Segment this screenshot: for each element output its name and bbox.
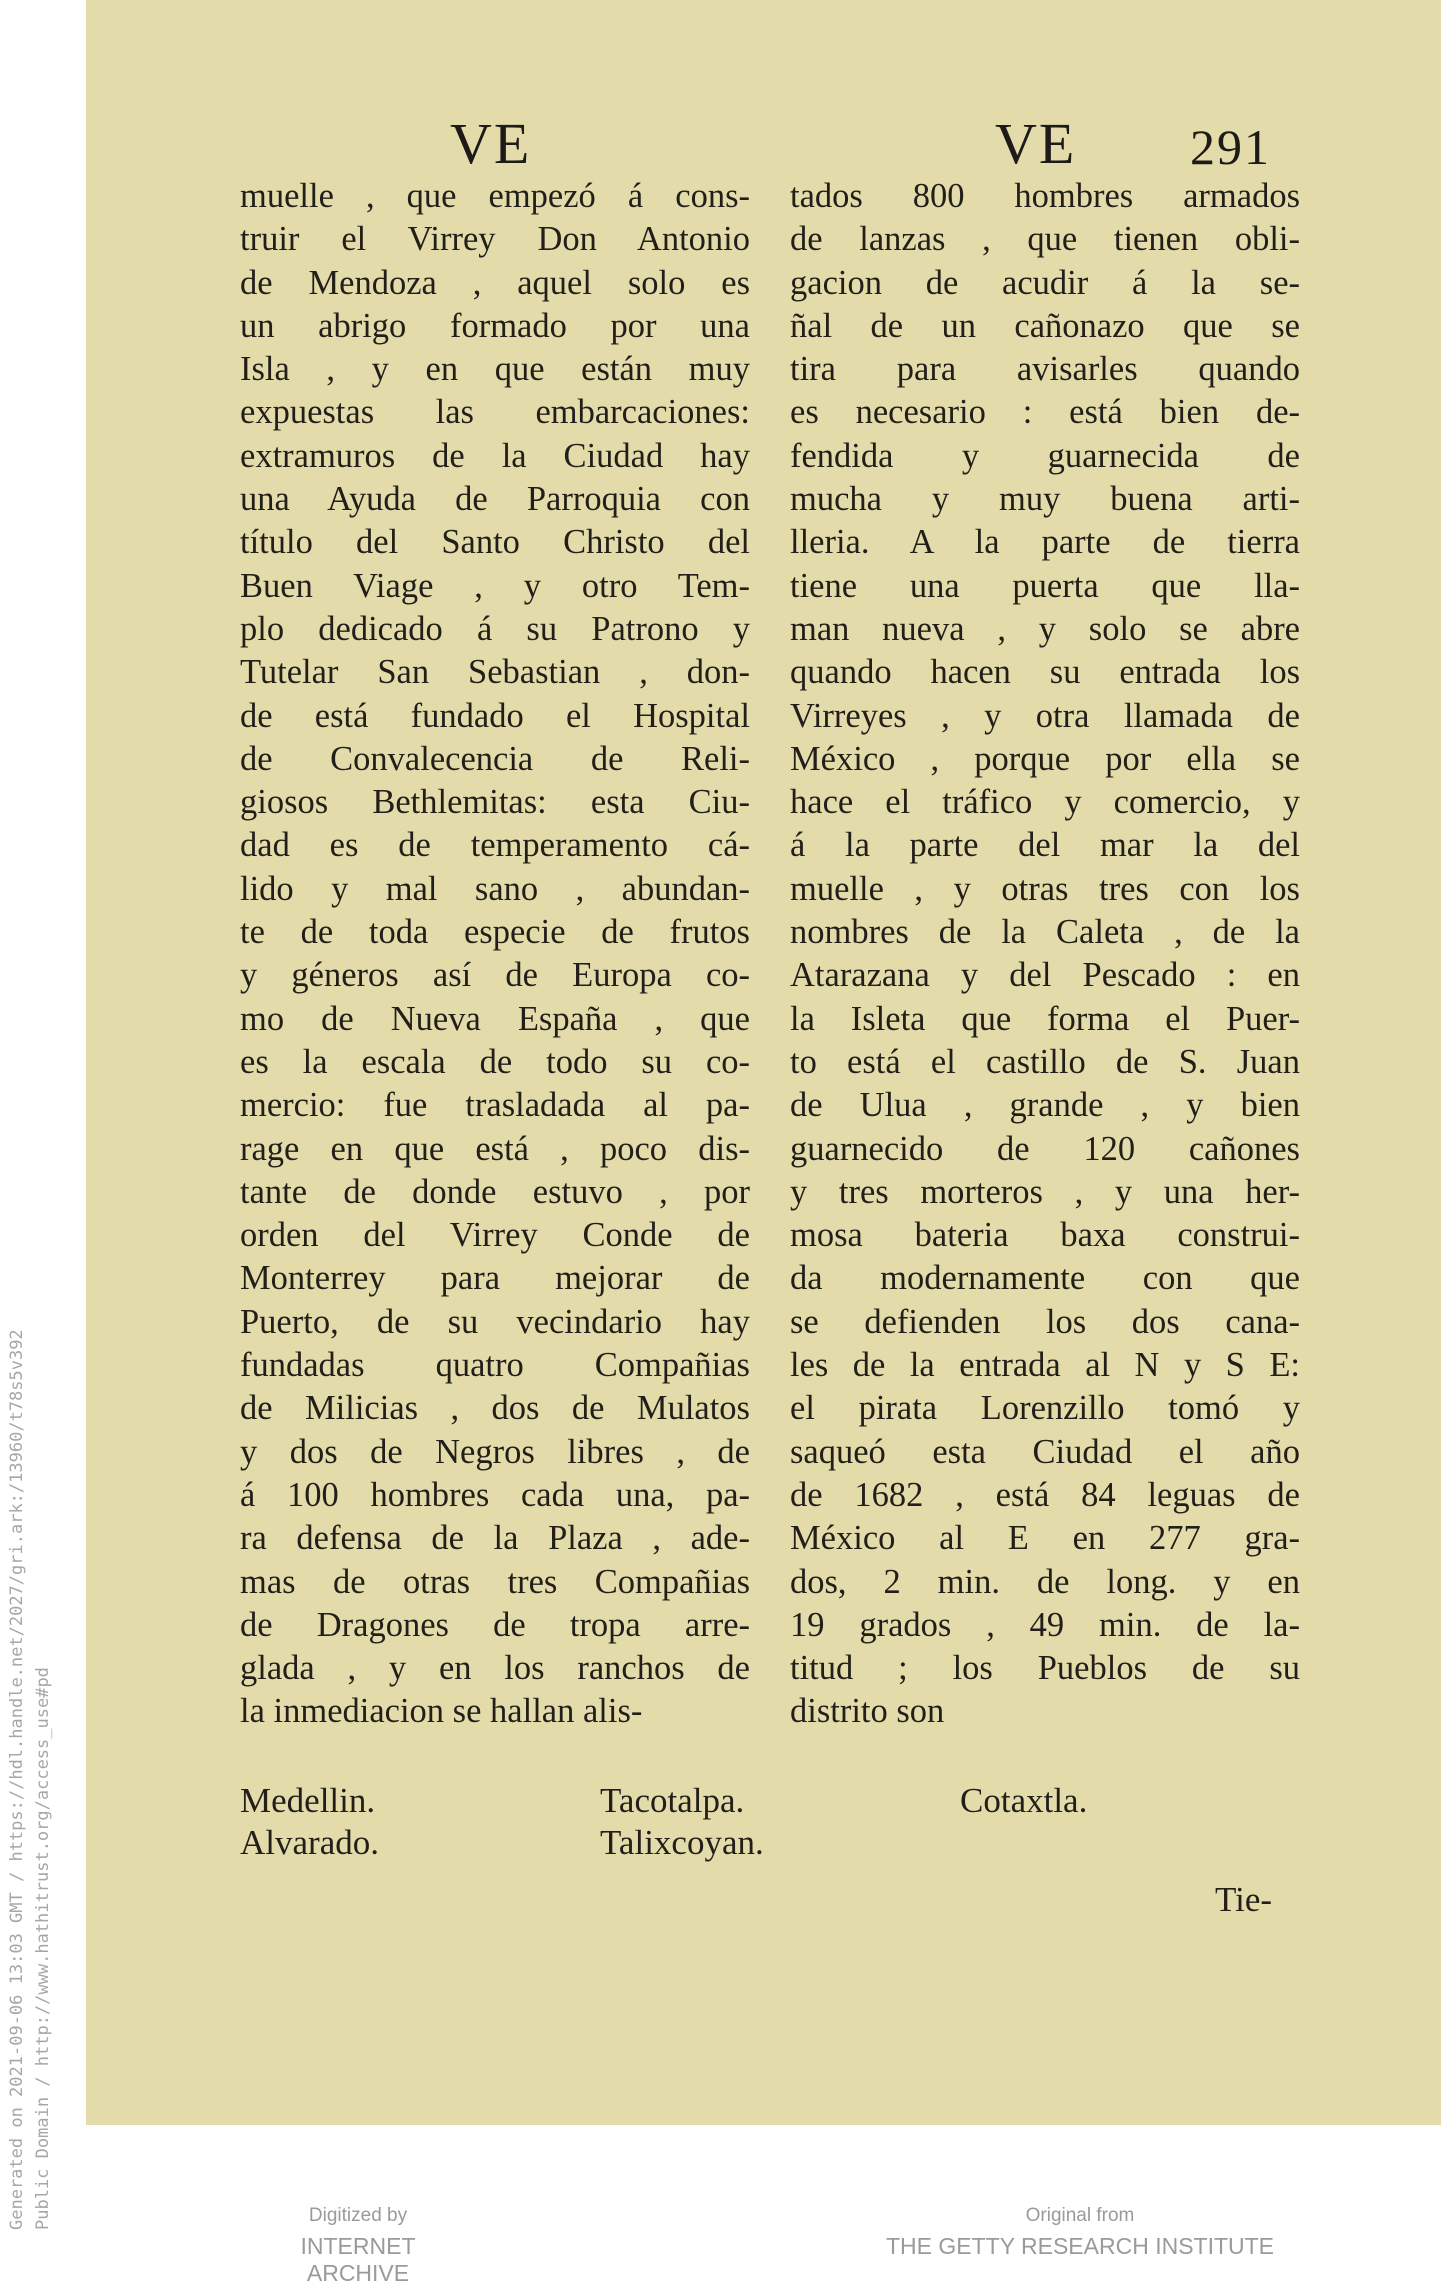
stamp-line-2: Public Domain / http://www.hathitrust.org/access_use#pd [33, 1667, 53, 2230]
text-line: gacion de acudir á la se- [790, 263, 1300, 302]
text-line: mo de Nueva España , que [240, 999, 750, 1038]
text-line: dad es de temperamento cá- [240, 826, 750, 865]
town-item: Cotaxtla. [960, 1781, 1088, 1820]
getty-institute-name: THE GETTY RESEARCH INSTITUTE [885, 2233, 1275, 2259]
text-line: tira para avisarles quando [790, 350, 1300, 389]
text-line: truir el Virrey Don Antonio [240, 220, 750, 259]
text-line: hace el tráfico y comercio, y [790, 783, 1300, 822]
page-number: 291 [1190, 119, 1271, 175]
text-line: de Convalecencia de Reli- [240, 739, 750, 778]
text-line: lido y mal sano , abundan- [240, 869, 750, 908]
text-line: orden del Virrey Conde de [240, 1216, 750, 1255]
text-line: giosos Bethlemitas: esta Ciu- [240, 783, 750, 822]
catchword: Tie- [1215, 1880, 1273, 1919]
text-line: dos, 2 min. de long. y en [790, 1562, 1300, 1601]
text-line: mucha y muy buena arti- [790, 480, 1300, 519]
text-line: rage en que está , poco dis- [240, 1129, 750, 1168]
text-line: da modernamente con que [790, 1259, 1300, 1298]
text-line: distrito son [790, 1692, 945, 1731]
text-line: glada , y en los ranchos de [240, 1649, 750, 1688]
text-line: Atarazana y del Pescado : en [790, 956, 1300, 995]
text-line: nombres de la Caleta , de la [790, 913, 1300, 952]
text-line: y tres morteros , y una her- [790, 1172, 1300, 1211]
town-item: Alvarado. [240, 1823, 379, 1862]
text-line: muelle , y otras tres con los [790, 869, 1300, 908]
text-line: Buen Viage , y otro Tem- [240, 566, 750, 605]
text-line: de está fundado el Hospital [240, 696, 750, 735]
text-line: es necesario : está bien de- [790, 393, 1300, 432]
text-line: un abrigo formado por una [240, 306, 750, 345]
text-line: Puerto, de su vecindario hay [240, 1302, 750, 1341]
text-line: Tutelar San Sebastian , don- [240, 653, 750, 692]
text-line: mercio: fue trasladada al pa- [240, 1086, 750, 1125]
text-line: México al E en 277 gra- [790, 1519, 1300, 1558]
text-line: quando hacen su entrada los [790, 653, 1300, 692]
left-text-column [240, 175, 750, 1734]
town-item: Medellin. [240, 1781, 376, 1820]
running-head-right: VE [995, 111, 1077, 176]
text-line: de Milicias , dos de Mulatos [240, 1389, 750, 1428]
text-line: de 1682 , está 84 leguas de [790, 1475, 1300, 1514]
text-line: tante de donde estuvo , por [240, 1172, 750, 1211]
text-line: de lanzas , que tienen obli- [790, 220, 1300, 259]
text-line: 19 grados , 49 min. de la- [790, 1605, 1300, 1644]
text-line: les de la entrada al N y S E: [790, 1346, 1300, 1385]
text-line: fendida y guarnecida de [790, 436, 1300, 475]
text-line: á la parte del mar la del [790, 826, 1300, 865]
text-line: titud ; los Pueblos de su [790, 1649, 1300, 1688]
text-line: y dos de Negros libres , de [240, 1432, 750, 1471]
text-line: título del Santo Christo del [240, 523, 750, 562]
text-line: es la escala de todo su co- [240, 1042, 750, 1081]
text-line: Isla , y en que están muy [240, 350, 750, 389]
town-item: Tacotalpa. [600, 1781, 745, 1820]
text-line: México , porque por ella se [790, 739, 1300, 778]
digitized-by-credit [248, 2205, 468, 2287]
text-line: se defienden los dos cana- [790, 1302, 1300, 1341]
text-line: muelle , que empezó á cons- [240, 177, 750, 215]
text-line: una Ayuda de Parroquia con [240, 480, 750, 519]
text-line: de Dragones de tropa arre- [240, 1605, 750, 1644]
town-item: Talixcoyan. [600, 1823, 764, 1862]
text-line: el pirata Lorenzillo tomó y [790, 1389, 1300, 1428]
text-line: lleria. A la parte de tierra [790, 523, 1300, 562]
text-line: fundadas quatro Compañias [240, 1346, 750, 1385]
text-line: á 100 hombres cada una, pa- [240, 1475, 750, 1514]
original-from-label: Original from [1025, 2205, 1135, 2226]
right-text-column [790, 175, 1300, 1734]
text-line: ra defensa de la Plaza , ade- [240, 1519, 750, 1558]
text-line: man nueva , y solo se abre [790, 609, 1300, 648]
digitized-by-label: Digitized by [308, 2205, 408, 2226]
text-line: Monterrey para mejorar de [240, 1259, 750, 1298]
text-line: plo dedicado á su Patrono y [240, 609, 750, 648]
text-line: ñal de un cañonazo que se [790, 306, 1300, 345]
text-line: to está el castillo de S. Juan [790, 1042, 1300, 1081]
text-line: la Isleta que forma el Puer- [790, 999, 1300, 1038]
text-line: tiene una puerta que lla- [790, 566, 1300, 605]
text-line: guarnecido de 120 cañones [790, 1129, 1300, 1168]
text-line: de Mendoza , aquel solo es [240, 263, 750, 302]
text-line: mosa bateria baxa construi- [790, 1216, 1300, 1255]
text-line: Virreyes , y otra llamada de [790, 696, 1300, 735]
text-line: y géneros así de Europa co- [240, 956, 750, 995]
text-line: saqueó esta Ciudad el año [790, 1432, 1300, 1471]
text-line: de Ulua , grande , y bien [790, 1086, 1300, 1125]
text-line: tados 800 hombres armados [790, 177, 1300, 215]
internet-archive-name: INTERNET ARCHIVE [300, 2233, 416, 2286]
text-line: mas de otras tres Compañias [240, 1562, 750, 1601]
towns-list [240, 1780, 1160, 1864]
stamp-line-1: Generated on 2021-09-06 13:03 GMT / https://hdl.handle.net/2027/gri.ark:/13960/t78s5v392 [7, 1329, 27, 2230]
hathitrust-access-stamp [4, 1329, 56, 2230]
original-from-credit [880, 2205, 1280, 2260]
running-head-left: VE [450, 111, 532, 176]
text-line: la inmediacion se hallan alis- [240, 1692, 643, 1731]
text-line: te de toda especie de frutos [240, 913, 750, 952]
text-line: extramuros de la Ciudad hay [240, 436, 750, 475]
text-line: expuestas las embarcaciones: [240, 393, 750, 432]
